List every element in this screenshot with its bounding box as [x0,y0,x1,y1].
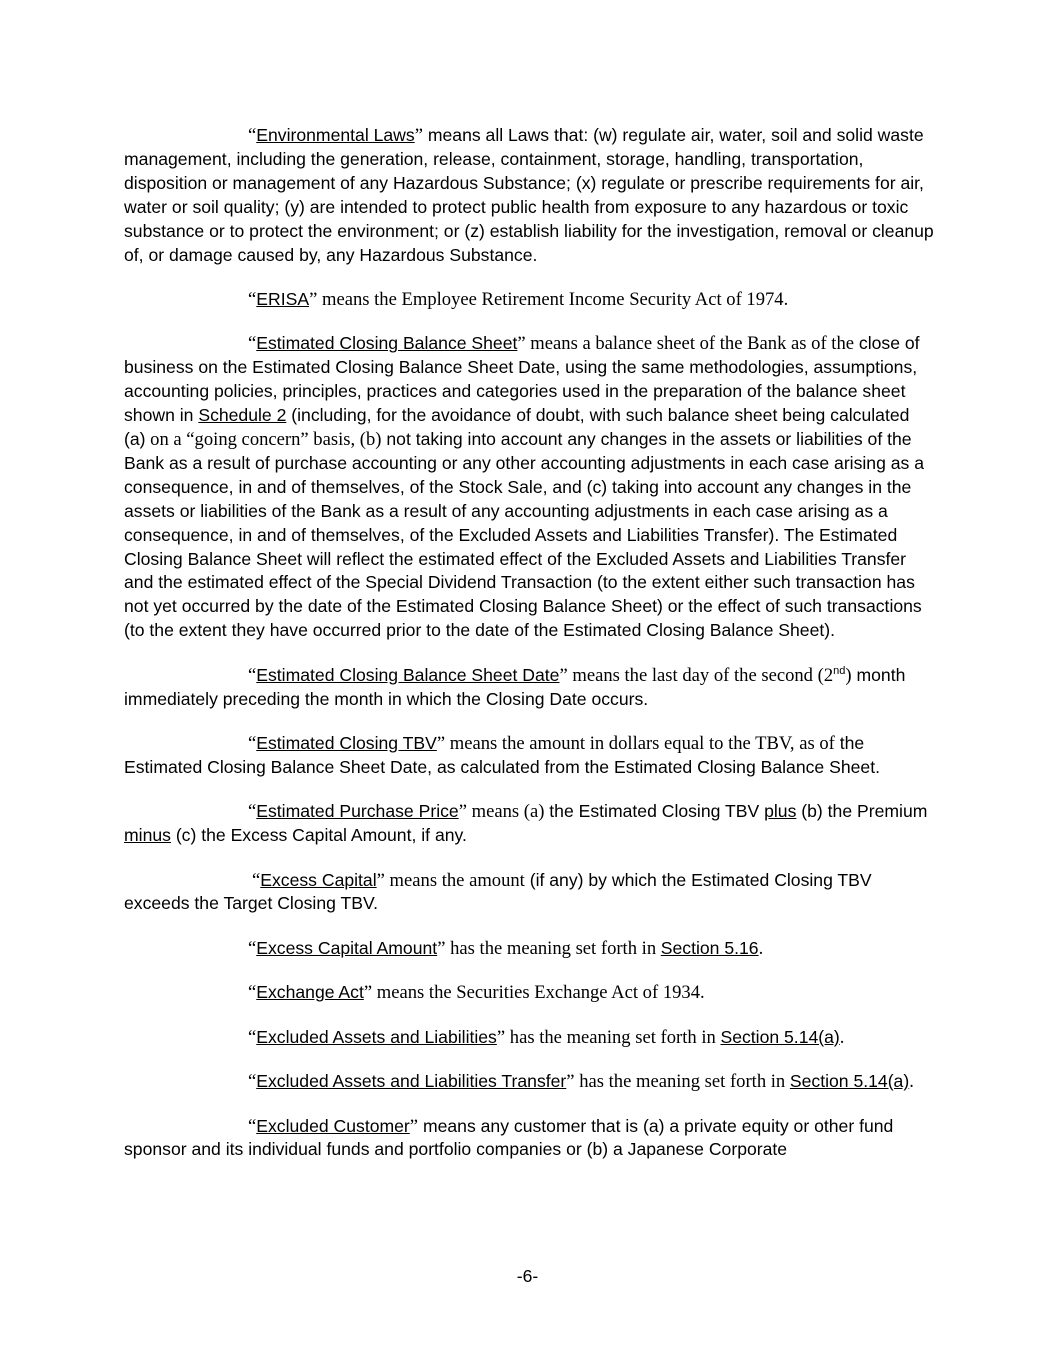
definition-body: ) [845,664,852,686]
defined-term: Excluded Assets and Liabilities Transfer [256,1071,567,1092]
schedule-reference: Schedule 2 [198,405,287,426]
definition-excluded-customer [124,1115,934,1163]
defined-term: Estimated Closing Balance Sheet Date [256,664,560,685]
close-quote: ” [559,664,568,686]
open-quote: “ [248,664,257,686]
defined-term: Excluded Customer [256,1115,410,1136]
period: . [909,1071,914,1093]
section-reference: Section 5.16 [660,937,759,958]
section-reference: Section 5.14(a) [720,1026,840,1047]
definition-body: the Estimated Closing Balance Sheet Date, as calculated from the Estimated Closing Balance Sheet. [124,732,880,777]
defined-term: Excess Capital Amount [256,937,438,958]
open-quote: “ [248,333,257,355]
definition-body: has the meaning set forth in [445,937,661,959]
definition-estimated-closing-balance-sheet-date [124,664,934,712]
definition-body: means the amount [384,869,525,891]
definition-body: means the last day of the second (2 [567,664,834,686]
defined-term: Estimated Closing TBV [256,732,437,753]
open-quote: “ [252,869,261,891]
definition-body: means any customer that is (a) a private equity or other fund sponsor and its individual funds and portfolio companies or (b) a Japanese Corporate [124,1115,894,1160]
open-quote: “ [248,1071,257,1093]
definition-excess-capital-amount [124,937,934,961]
open-quote: “ [248,937,257,959]
definition-body: (c) the Excess Capital Amount, if any. [170,825,467,846]
definition-body: means a balance sheet of the Bank as of the [525,333,855,355]
definition-body: not taking into account any changes in the assets or liabilities of the Bank as a result of purchase accounting or any other accounting adjustments in each case arising as a consequence, in and of themselves, of the Stock Sale, and (c) taking into account any changes in the assets or liabilities of the Bank as a result of any accounting adjustments in each case arising as a consequence, in and of themselves, of the Excluded Assets and Liabilities Transfer). The Estimated Closing Balance Sheet will reflect the estimated effect of the Excluded Assets and Liabilities Transfer and the estimated effect of the Special Dividend Transaction (to the extent either such transaction has not yet occurred by the date of the Estimated Closing Balance Sheet) or the effect of such transactions (to the extent they have occurred prior to the date of the Estimated Closing Balance Sheet). [124,428,925,641]
defined-term: Environmental Laws [256,125,415,145]
close-quote: ” [363,982,373,1004]
definition-body: means the Employee Retirement Income Security Act of 1974. [317,288,789,310]
close-quote: ” [309,288,318,310]
close-quote: ” [436,732,446,754]
definition-body: (b) the Premium [796,801,928,822]
definition-body: (if any) by which the Estimated Closing TBV exceeds the Target Closing TBV. [124,869,872,914]
open-quote: “ [248,1115,257,1137]
definitions-list [124,124,934,1183]
definition-body: means all Laws that: (w) regulate air, water, soil and solid waste management, including the generation, release, containment, storage, handling, transportation, disposition or management of any Hazardous Substance; (x) regulate or prescribe requirements for air, water or soil quality; (y) are intended to protect public health from exposure to any hazardous or toxic substance or to protect the environment; or (z) establish liability for the investigation, removal or cleanup of, or damage caused by, any Hazardous Substance. [124,125,934,265]
definition-body: means the amount in dollars equal to the TBV, as of [445,732,835,754]
open-quote: “ [248,982,257,1004]
close-quote: ” [496,1026,506,1048]
definition-exchange-act [124,981,934,1005]
period: . [839,1026,845,1048]
defined-term: Estimated Purchase Price [256,801,459,822]
open-quote: “ [248,125,257,146]
close-quote: ” [409,1115,419,1137]
definition-excess-capital [124,869,934,917]
definition-estimated-closing-tbv [124,732,934,780]
definition-body: has the meaning set forth in [574,1071,790,1093]
close-quote: ” [376,869,385,891]
defined-term: Estimated Closing Balance Sheet [256,333,518,354]
page-number: -6- [516,1266,539,1286]
definition-excluded-assets-and-liabilities-transfer [124,1070,934,1094]
definition-excluded-assets-and-liabilities [124,1026,934,1050]
defined-term: ERISA [256,288,310,309]
definition-body: means the Securities Exchange Act of 1934. [372,982,705,1004]
open-quote: “ [248,801,257,823]
definition-body: means (a) [466,801,545,823]
definition-body: has the meaning set forth in [505,1026,721,1048]
ordinal-suffix: nd [833,664,846,677]
definition-estimated-closing-balance-sheet [124,332,934,643]
plus-term: plus [764,801,797,822]
definition-body: (including, for the avoidance of doubt, with such balance sheet being calculated (a) [124,405,910,449]
close-quote: ” [458,801,467,823]
close-quote: ” [437,937,446,959]
definition-erisa [124,288,934,312]
defined-term: Excluded Assets and Liabilities [256,1026,497,1047]
open-quote: “ [248,1026,257,1048]
open-quote: “ [248,732,257,754]
definition-body: close of business on the Estimated Closing Balance Sheet Date, using the same methodologies, assumptions, accounting policies, principles, practices and categories used in the preparation of the balance sheet shown in [124,333,920,426]
open-quote: “ [248,288,257,310]
definition-body: month immediately preceding the month in which the Closing Date occurs. [124,664,906,709]
definition-estimated-purchase-price [124,800,934,848]
section-reference: Section 5.14(a) [789,1071,910,1092]
minus-term: minus [124,825,171,846]
definition-body: the Estimated Closing TBV [544,801,765,822]
definition-body: on a “going concern” basis, (b) [145,428,382,450]
defined-term: Excess Capital [260,869,377,890]
defined-term: Exchange Act [256,982,364,1003]
close-quote: ” [517,333,526,355]
close-quote: ” [566,1071,575,1093]
close-quote: ” [414,125,423,146]
period: . [758,937,764,959]
definition-environmental-laws [124,124,934,267]
